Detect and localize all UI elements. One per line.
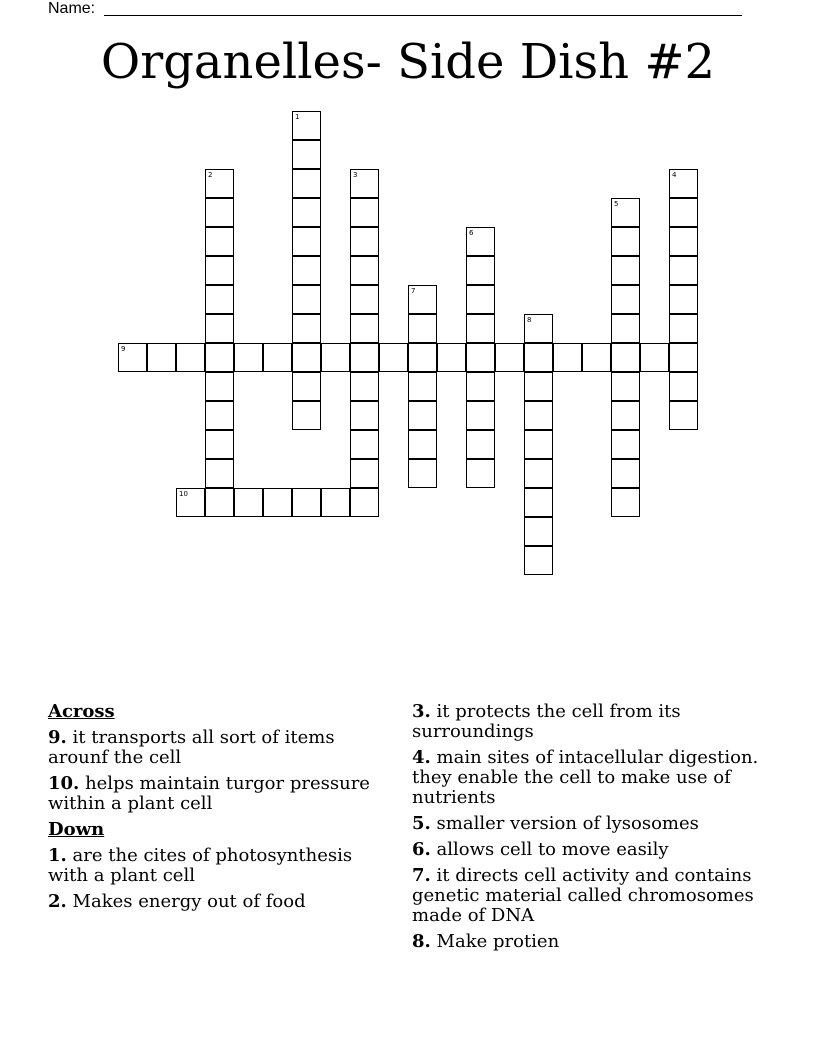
crossword-cell[interactable] <box>292 343 321 372</box>
crossword-cell[interactable] <box>553 343 582 372</box>
down-heading: Down <box>48 819 105 840</box>
clues-left-column <box>48 702 388 918</box>
clue-across-9: 9. it transports all sort of items arounf the cell <box>48 727 335 768</box>
crossword-cell[interactable] <box>669 227 698 256</box>
crossword-cell[interactable] <box>292 285 321 314</box>
crossword-cell[interactable] <box>292 372 321 401</box>
crossword-cell[interactable] <box>524 546 553 575</box>
crossword-cell[interactable] <box>292 140 321 169</box>
crossword-cell[interactable] <box>292 401 321 430</box>
crossword-cell[interactable] <box>466 372 495 401</box>
crossword-cell[interactable] <box>524 459 553 488</box>
crossword-cell[interactable] <box>408 459 437 488</box>
clue-number: 3 <box>353 171 358 179</box>
crossword-cell[interactable] <box>205 459 234 488</box>
crossword-cell[interactable] <box>466 459 495 488</box>
crossword-cell[interactable] <box>611 372 640 401</box>
crossword-cell[interactable] <box>669 169 698 198</box>
crossword-cell[interactable] <box>205 401 234 430</box>
crossword-cell[interactable] <box>582 343 611 372</box>
crossword-cell[interactable] <box>611 430 640 459</box>
crossword-cell[interactable] <box>611 227 640 256</box>
crossword-cell[interactable] <box>408 314 437 343</box>
crossword-cell[interactable] <box>669 343 698 372</box>
crossword-cell[interactable] <box>292 227 321 256</box>
crossword-cell[interactable] <box>669 401 698 430</box>
crossword-cell[interactable] <box>205 198 234 227</box>
crossword-cell[interactable] <box>408 285 437 314</box>
crossword-cell[interactable] <box>321 488 350 517</box>
crossword-cell[interactable] <box>611 198 640 227</box>
clue-number: 9 <box>121 345 126 353</box>
crossword-cell[interactable] <box>466 285 495 314</box>
clue-down-7: 7. it directs cell activity and contains genetic material called chromosomes made of DNA <box>412 865 754 926</box>
crossword-cell[interactable] <box>205 285 234 314</box>
clue-down-6: 6. allows cell to move easily <box>412 839 669 860</box>
crossword-cell[interactable] <box>321 343 350 372</box>
crossword-cell[interactable] <box>350 256 379 285</box>
crossword-cell[interactable] <box>205 343 234 372</box>
clue-number: 6 <box>469 229 474 237</box>
crossword-cell[interactable] <box>611 343 640 372</box>
crossword-cell[interactable] <box>437 343 466 372</box>
name-underline <box>104 15 742 16</box>
clue-number: 2 <box>208 171 213 179</box>
crossword-cell[interactable] <box>466 401 495 430</box>
crossword-cell[interactable] <box>292 488 321 517</box>
clue-down-4: 4. main sites of intacellular digestion. they enable the cell to make use of nutrients <box>412 747 759 808</box>
crossword-cell[interactable] <box>466 314 495 343</box>
crossword-cell[interactable] <box>640 343 669 372</box>
crossword-cell[interactable] <box>611 256 640 285</box>
crossword-cell[interactable] <box>669 285 698 314</box>
clue-across-10: 10. helps maintain turgor pressure within a plant cell <box>48 773 370 814</box>
crossword-cell[interactable] <box>350 430 379 459</box>
crossword-cell[interactable] <box>205 488 234 517</box>
crossword-cell[interactable] <box>669 372 698 401</box>
crossword-cell[interactable] <box>263 343 292 372</box>
crossword-cell[interactable] <box>524 372 553 401</box>
crossword-cell[interactable] <box>669 198 698 227</box>
crossword-cell[interactable] <box>292 169 321 198</box>
clue-down-8: 8. Make protien <box>412 931 560 952</box>
clue-down-5: 5. smaller version of lysosomes <box>412 813 699 834</box>
crossword-cell[interactable] <box>524 517 553 546</box>
crossword-cell[interactable] <box>118 343 147 372</box>
crossword-cell[interactable] <box>611 285 640 314</box>
clue-number: 1 <box>295 113 300 121</box>
clues-right-column <box>412 702 772 958</box>
crossword-cell[interactable] <box>350 198 379 227</box>
crossword-cell[interactable] <box>205 169 234 198</box>
crossword-cell[interactable] <box>466 343 495 372</box>
crossword-cell[interactable] <box>611 459 640 488</box>
crossword-cell[interactable] <box>205 430 234 459</box>
crossword-cell[interactable] <box>292 111 321 140</box>
crossword-cell[interactable] <box>466 430 495 459</box>
crossword-cell[interactable] <box>408 401 437 430</box>
crossword-cell[interactable] <box>350 169 379 198</box>
crossword-cell[interactable] <box>350 401 379 430</box>
crossword-cell[interactable] <box>408 343 437 372</box>
clue-down-2: 2. Makes energy out of food <box>48 891 306 912</box>
crossword-cell[interactable] <box>524 430 553 459</box>
crossword-cell[interactable] <box>292 256 321 285</box>
crossword-cell[interactable] <box>408 372 437 401</box>
clue-number: 5 <box>614 200 619 208</box>
crossword-cell[interactable] <box>611 314 640 343</box>
crossword-cell[interactable] <box>350 314 379 343</box>
page-title: Organelles- Side Dish #2 <box>100 34 716 90</box>
crossword-cell[interactable] <box>524 488 553 517</box>
crossword-cell[interactable] <box>234 343 263 372</box>
name-field[interactable] <box>48 0 95 18</box>
crossword-cell[interactable] <box>176 343 205 372</box>
crossword-cell[interactable] <box>611 488 640 517</box>
crossword-cell[interactable] <box>350 285 379 314</box>
crossword-cell[interactable] <box>350 459 379 488</box>
crossword-cell[interactable] <box>669 256 698 285</box>
crossword-cell[interactable] <box>234 488 263 517</box>
crossword-cell[interactable] <box>669 314 698 343</box>
crossword-cell[interactable] <box>524 401 553 430</box>
clue-down-1: 1. are the cites of photosynthesis with a plant cell <box>48 845 353 886</box>
crossword-cell[interactable] <box>263 488 292 517</box>
clue-number: 7 <box>411 287 416 295</box>
crossword-cell[interactable] <box>495 343 524 372</box>
crossword-cell[interactable] <box>205 227 234 256</box>
crossword-cell[interactable] <box>205 372 234 401</box>
crossword-cell[interactable] <box>350 372 379 401</box>
crossword-cell[interactable] <box>379 343 408 372</box>
crossword-cell[interactable] <box>466 227 495 256</box>
clue-number: 10 <box>179 490 188 498</box>
crossword-cell[interactable] <box>466 256 495 285</box>
crossword-cell[interactable] <box>350 227 379 256</box>
crossword-cell[interactable] <box>611 401 640 430</box>
clue-number: 4 <box>672 171 677 179</box>
crossword-cell[interactable] <box>292 314 321 343</box>
crossword-cell[interactable] <box>408 430 437 459</box>
across-heading: Across <box>48 701 115 722</box>
crossword-cell[interactable] <box>176 488 205 517</box>
name-label: Name: <box>48 0 96 17</box>
clue-down-3: 3. it protects the cell from its surroundings <box>412 701 681 742</box>
crossword-cell[interactable] <box>524 343 553 372</box>
crossword-cell[interactable] <box>350 488 379 517</box>
crossword-cell[interactable] <box>350 343 379 372</box>
crossword-cell[interactable] <box>147 343 176 372</box>
crossword-cell[interactable] <box>205 314 234 343</box>
crossword-cell[interactable] <box>524 314 553 343</box>
crossword-cell[interactable] <box>292 198 321 227</box>
crossword-cell[interactable] <box>205 256 234 285</box>
clue-number: 8 <box>527 316 532 324</box>
